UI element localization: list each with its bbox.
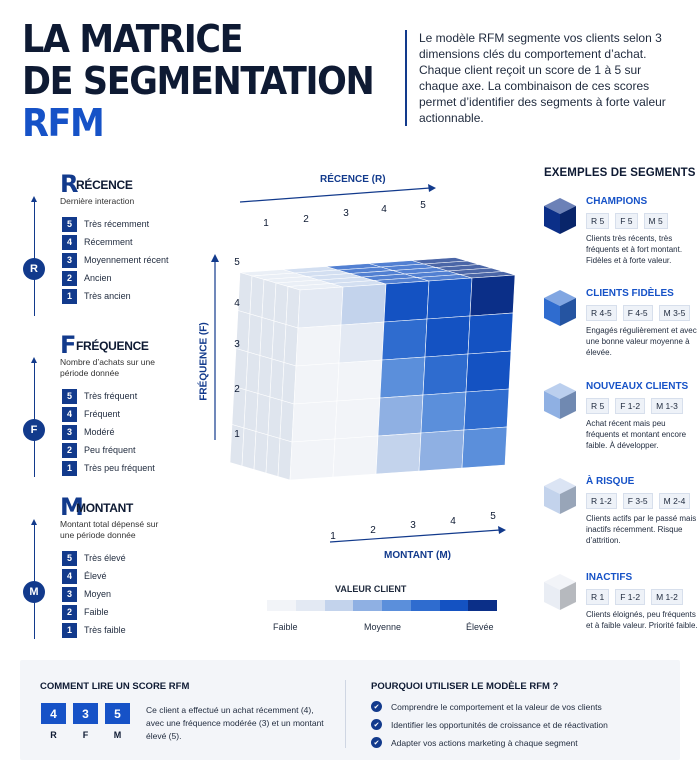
montant-tick: 2 [370,525,376,536]
segment-cube-icon [542,381,578,421]
segment-tag: M 5 [644,213,668,229]
segment-desc: Clients très récents, très fréquents et à fort montant. Fidèles et à forte valeur. [586,234,683,265]
segment-tag: M 3-5 [659,305,691,321]
score-label: Fréquent [84,409,121,419]
cube-front-face [464,389,509,430]
score-reading-title: COMMENT LIRE UN SCORE RFM [40,681,190,692]
cube-front-face [470,275,515,316]
intro-text: Le modèle RFM segmente vos clients selon 3 dimensions clés du comportement d’achat. Chaque client reçoit un score de 1 à 5 sur chaque axe. La combinaison de ces scores permet d’identifier des segments à forte valeur actionnable. [405,30,675,126]
scale-low: Faible [273,622,298,632]
scale-step [353,600,382,611]
cube-front-face [294,363,339,404]
segments-heading: EXEMPLES DE SEGMENTS [544,167,696,179]
recency-axis-label: RÉCENCE (R) [320,174,386,185]
segment-name: CLIENTS FIDÈLES [586,288,674,299]
scale-step [325,600,354,611]
segment-tag: M 1-3 [651,398,683,414]
cube-front-face [333,436,378,477]
segment-tag: F 4-5 [623,305,653,321]
cube-front-face [427,278,472,319]
segment-cube-icon [542,476,578,516]
score-label: Modéré [84,427,115,437]
score-number: 3 [62,587,77,602]
frequency-tick: 5 [234,257,240,268]
cube-front-face [335,398,380,439]
score-label: Moyen [84,589,112,599]
score-label-r: R [50,730,57,740]
cube-side-face [266,435,280,477]
cube-front-face [376,433,421,474]
cube-front-face [341,284,386,325]
frequency-tick: 4 [234,298,240,309]
legend-letter: R [60,170,79,198]
legend-desc: Montant total dépensé sur une période donnée [60,519,159,540]
score-number: 2 [62,443,77,458]
cube-side-face [250,276,264,318]
cube-front-face [380,357,425,398]
cube-side-face [248,314,262,356]
check-icon: ✔ [371,719,382,730]
score-label: Très faible [84,625,126,635]
recency-tick: 1 [263,218,269,229]
score-box-f: 3 [73,703,98,724]
cube-front-face [462,427,507,468]
score-number: 1 [62,623,77,638]
legend-badge: M [23,581,45,603]
segment-tags [586,398,683,414]
score-label: Très récemment [84,219,150,229]
cube-side-face [284,325,298,367]
scale-step [440,600,469,611]
cube-front-face [378,395,423,436]
frequency-tick: 1 [234,429,240,440]
segment-tag: M 1-2 [651,589,683,605]
scale-step [411,600,440,611]
scale-step [382,600,411,611]
cube-side-face [280,401,294,443]
cube-side-face [254,432,268,474]
scale-title: VALEUR CLIENT [335,584,407,594]
score-number: 3 [62,253,77,268]
cube-side-face [278,439,292,481]
segment-tags [586,213,668,229]
segment-tag: R 5 [586,398,609,414]
segment-tag: F 1-2 [615,398,645,414]
segment-tag: R 4-5 [586,305,617,321]
score-label: Moyennement récent [84,255,169,265]
cube-side-face [242,428,256,470]
recency-tick: 4 [381,204,387,215]
score-label: Ancien [84,273,112,283]
segment-cube-icon [542,196,578,236]
score-number: 5 [62,217,77,232]
cube-front-face [466,351,511,392]
why-rfm-title: POURQUOI UTILISER LE MODÈLE RFM ? [371,681,559,692]
scale-step [468,600,497,611]
score-label-m: M [113,730,122,740]
score-label: Récemment [84,237,133,247]
recency-tick: 3 [343,208,349,219]
score-box-m: 5 [105,703,130,724]
arrow-right-icon [428,184,436,192]
cube-front-face [423,354,468,395]
montant-axis-line [330,530,500,542]
recency-tick: 2 [303,214,309,225]
recency-axis-line [240,188,430,202]
cube-front-face [419,430,464,471]
segment-name: À RISQUE [586,476,635,487]
segment-desc: Clients actifs par le passé mais inactifs récemment. Risque d’attrition. [586,514,697,545]
value-scale-bar [267,600,497,611]
score-label-f: F [82,730,89,740]
scale-step [267,600,296,611]
score-label: Faible [84,607,109,617]
cube-side-face [262,280,276,322]
score-number: 3 [62,425,77,440]
legend-letter: M [60,493,84,521]
score-label: Très fréquent [84,391,138,401]
segment-cube-icon [542,288,578,328]
segment-tag: F 3-5 [623,493,653,509]
arrow-right-icon [498,526,506,534]
segment-tag: F 1-2 [615,589,645,605]
segment-desc: Clients éloignés, peu fréquents et à faible valeur. Priorité faible. [586,610,698,630]
reason-item [371,719,608,730]
footer-divider [345,680,346,748]
score-label: Très peu fréquent [84,463,155,473]
frequency-axis-label: FRÉQUENCE (F) [198,322,210,401]
legend-letter: F [60,331,77,359]
check-icon: ✔ [371,737,382,748]
segment-cube-icon [542,572,578,612]
legend-word: MONTANT [76,501,133,515]
scale-step [296,600,325,611]
cube-side-face [286,287,300,329]
segment-name: INACTIFS [586,572,633,583]
score-number: 2 [62,271,77,286]
cube-front-face [468,313,513,354]
legend-word: RÉCENCE [76,178,133,192]
cube-side-face [238,273,252,315]
segment-desc: Achat récent mais peu fréquents et montant encore faible. À développer. [586,419,687,450]
legend-word: FRÉQUENCE [76,339,149,353]
reason-text: Identifier les opportunités de croissance et de réactivation [391,719,608,730]
montant-tick: 5 [490,511,496,522]
score-number: 2 [62,605,77,620]
score-number: 4 [62,235,77,250]
segment-name: NOUVEAUX CLIENTS [586,381,689,392]
segment-name: CHAMPIONS [586,196,648,207]
score-number: 1 [62,289,77,304]
segment-tag: M 2-4 [659,493,691,509]
cube-front-face [339,322,384,363]
cube-front-face [421,392,466,433]
score-box-r: 4 [41,703,66,724]
cube-front-face [382,319,427,360]
segment-tags [586,493,690,509]
cube-side-face [246,352,260,394]
title-line-3: RFM [22,101,104,145]
scale-mid: Moyenne [364,622,402,632]
cube-front-face [298,287,343,328]
reason-text: Comprendre le comportement et la valeur de vos clients [391,701,602,712]
cube-front-face [290,439,335,480]
legend-desc: Dernière interaction [60,196,135,206]
cube-front-face [292,401,337,442]
score-label: Très élevé [84,553,126,563]
cube-side-face [274,283,288,325]
frequency-tick: 3 [234,339,240,350]
footer-panel [20,660,680,760]
segment-tag: R 1 [586,589,609,605]
reason-item [371,737,578,748]
cube-side-face [270,359,284,401]
cube-front-face [337,360,382,401]
cube-side-face [260,318,274,360]
legend-desc: Nombre d’achats sur une période donnée [60,357,155,378]
score-number: 4 [62,407,77,422]
recency-tick: 5 [420,200,426,211]
reason-text: Adapter vos actions marketing à chaque segment [391,737,578,748]
check-icon: ✔ [371,701,382,712]
montant-axis-label: MONTANT (M) [384,550,452,561]
segment-tag: R 1-2 [586,493,617,509]
montant-tick: 1 [330,531,336,542]
legend-badge: R [23,258,45,280]
segment-tags [586,589,683,605]
cube-front-face [296,325,341,366]
cube-front-face [384,281,429,322]
montant-tick: 3 [410,520,416,531]
title-line-2: DE SEGMENTATION [22,59,374,103]
cube-side-face [244,390,258,432]
score-number: 5 [62,389,77,404]
arrow-up-icon [211,254,219,262]
cube-side-face [272,321,286,363]
montant-tick: 4 [450,516,456,527]
cube-side-face [268,397,282,439]
score-number: 1 [62,461,77,476]
segment-tag: F 5 [615,213,637,229]
segment-desc: Engagés régulièrement et avec une bonne valeur moyenne à élevée. [586,326,697,357]
cube-side-face [256,394,270,436]
cube-side-face [282,363,296,405]
score-number: 4 [62,569,77,584]
segment-tags [586,305,690,321]
segment-tag: R 5 [586,213,609,229]
score-reading-desc: Ce client a effectué un achat récemment (4), avec une fréquence modérée (3) et un montant élevé (5). [146,705,324,741]
cube-side-face [258,356,272,398]
frequency-tick: 2 [234,384,240,395]
legend-badge: F [23,419,45,441]
score-number: 5 [62,551,77,566]
score-label: Peu fréquent [84,445,136,455]
score-label: Très ancien [84,291,131,301]
reason-item [371,701,602,712]
score-label: Élevé [84,571,107,581]
title-line-1: LA MATRICE [22,17,243,61]
cube-front-face [425,316,470,357]
scale-high: Élevée [466,622,494,632]
